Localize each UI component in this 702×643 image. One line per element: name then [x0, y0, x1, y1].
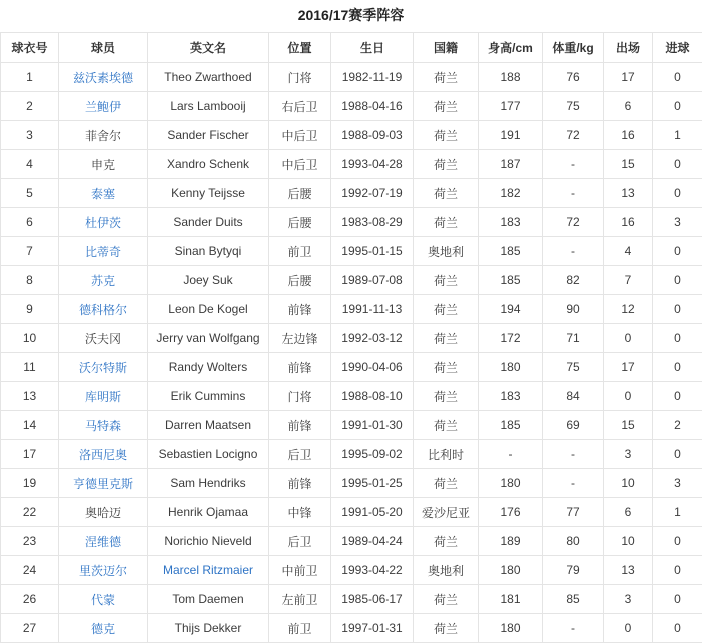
column-header-goals: 进球: [653, 33, 702, 63]
cell-position: 门将: [269, 63, 331, 92]
cell-goals: 1: [653, 121, 702, 150]
table-row: [1, 121, 702, 150]
cell-position: 前卫: [269, 237, 331, 266]
column-header-weight: 体重/kg: [543, 33, 604, 63]
table-row: [1, 585, 702, 614]
cell-en_name: Darren Maatsen: [148, 411, 269, 440]
cell-name: [59, 585, 148, 614]
cell-appearances: 15: [604, 150, 653, 179]
cell-goals: 0: [653, 556, 702, 585]
table-row: [1, 353, 702, 382]
cell-name: 奥哈迈: [59, 498, 148, 527]
cell-nationality: 荷兰: [414, 63, 479, 92]
cell-position: 前卫: [269, 614, 331, 643]
squad-table: [0, 32, 702, 643]
cell-goals: 0: [653, 63, 702, 92]
cell-position: 中后卫: [269, 150, 331, 179]
page-title: 2016/17赛季阵容: [0, 0, 702, 32]
cell-name: [59, 469, 148, 498]
cell-name: [59, 440, 148, 469]
table-row: [1, 498, 702, 527]
cell-goals: 0: [653, 585, 702, 614]
cell-appearances: 13: [604, 179, 653, 208]
cell-nationality: 荷兰: [414, 150, 479, 179]
player-name-link[interactable]: 沃尔特斯: [79, 361, 127, 375]
cell-nationality: 奥地利: [414, 556, 479, 585]
player-name-link[interactable]: 苏克: [91, 274, 115, 288]
cell-position: 左前卫: [269, 585, 331, 614]
cell-appearances: 13: [604, 556, 653, 585]
cell-goals: 3: [653, 208, 702, 237]
cell-nationality: 荷兰: [414, 411, 479, 440]
cell-name: [59, 411, 148, 440]
cell-nationality: 奥地利: [414, 237, 479, 266]
cell-height: 189: [479, 527, 543, 556]
cell-position: 门将: [269, 382, 331, 411]
cell-weight: -: [543, 614, 604, 643]
cell-number: 26: [1, 585, 59, 614]
cell-appearances: 17: [604, 353, 653, 382]
cell-number: 7: [1, 237, 59, 266]
cell-goals: 0: [653, 92, 702, 121]
cell-en_name: Norichio Nieveld: [148, 527, 269, 556]
cell-weight: 72: [543, 208, 604, 237]
cell-number: 3: [1, 121, 59, 150]
player-name-link[interactable]: 库明斯: [85, 390, 121, 404]
cell-name: [59, 63, 148, 92]
cell-appearances: 7: [604, 266, 653, 295]
cell-weight: 90: [543, 295, 604, 324]
cell-position: 前锋: [269, 469, 331, 498]
cell-number: 9: [1, 295, 59, 324]
cell-position: 后卫: [269, 440, 331, 469]
cell-number: 10: [1, 324, 59, 353]
cell-number: 6: [1, 208, 59, 237]
cell-appearances: 3: [604, 440, 653, 469]
cell-number: 4: [1, 150, 59, 179]
cell-appearances: 10: [604, 527, 653, 556]
table-row: [1, 527, 702, 556]
cell-goals: 0: [653, 179, 702, 208]
cell-weight: -: [543, 469, 604, 498]
column-header-height: 身高/cm: [479, 33, 543, 63]
cell-birthday: 1988-09-03: [331, 121, 414, 150]
cell-goals: 0: [653, 324, 702, 353]
player-name-link[interactable]: 亨德里克斯: [73, 477, 133, 491]
cell-name: 申克: [59, 150, 148, 179]
cell-number: 22: [1, 498, 59, 527]
table-row: [1, 179, 702, 208]
cell-appearances: 12: [604, 295, 653, 324]
cell-number: 5: [1, 179, 59, 208]
table-row: [1, 295, 702, 324]
cell-name: [59, 556, 148, 585]
player-name-link[interactable]: 杜伊茨: [85, 216, 121, 230]
cell-appearances: 15: [604, 411, 653, 440]
cell-weight: 75: [543, 353, 604, 382]
header-row: [1, 33, 702, 63]
cell-nationality: 荷兰: [414, 585, 479, 614]
cell-weight: 84: [543, 382, 604, 411]
cell-birthday: 1995-09-02: [331, 440, 414, 469]
cell-birthday: 1993-04-22: [331, 556, 414, 585]
cell-goals: 0: [653, 614, 702, 643]
cell-appearances: 17: [604, 63, 653, 92]
cell-goals: 0: [653, 266, 702, 295]
cell-en_name: Sebastien Locigno: [148, 440, 269, 469]
cell-birthday: 1991-05-20: [331, 498, 414, 527]
column-header-number: 球衣号: [1, 33, 59, 63]
cell-appearances: 0: [604, 382, 653, 411]
cell-en_name: Erik Cummins: [148, 382, 269, 411]
cell-number: 24: [1, 556, 59, 585]
table-row: [1, 63, 702, 92]
cell-height: 181: [479, 585, 543, 614]
cell-nationality: 比利时: [414, 440, 479, 469]
cell-weight: 77: [543, 498, 604, 527]
cell-en_name: Henrik Ojamaa: [148, 498, 269, 527]
player-name-link[interactable]: 里茨迈尔: [79, 564, 127, 578]
cell-goals: 0: [653, 527, 702, 556]
cell-birthday: 1991-01-30: [331, 411, 414, 440]
player-name-link[interactable]: 马特森: [85, 419, 121, 433]
cell-appearances: 10: [604, 469, 653, 498]
table-row: [1, 92, 702, 121]
cell-height: 191: [479, 121, 543, 150]
cell-height: 185: [479, 411, 543, 440]
cell-nationality: 荷兰: [414, 208, 479, 237]
cell-number: 23: [1, 527, 59, 556]
cell-weight: -: [543, 150, 604, 179]
player-name-link[interactable]: 洛西尼奥: [79, 448, 127, 462]
table-row: [1, 266, 702, 295]
cell-birthday: 1988-04-16: [331, 92, 414, 121]
player-name-link[interactable]: 涅维德: [85, 535, 121, 549]
column-header-birthday: 生日: [331, 33, 414, 63]
cell-weight: -: [543, 179, 604, 208]
cell-birthday: 1995-01-25: [331, 469, 414, 498]
cell-goals: 0: [653, 353, 702, 382]
cell-name: [59, 527, 148, 556]
cell-goals: 0: [653, 295, 702, 324]
cell-goals: 0: [653, 237, 702, 266]
cell-appearances: 6: [604, 498, 653, 527]
cell-en_name: Kenny Teijsse: [148, 179, 269, 208]
player-name-link[interactable]: 代蒙: [91, 593, 115, 607]
cell-weight: 75: [543, 92, 604, 121]
cell-nationality: 荷兰: [414, 179, 479, 208]
cell-height: 183: [479, 382, 543, 411]
cell-birthday: 1992-07-19: [331, 179, 414, 208]
column-header-en_name: 英文名: [148, 33, 269, 63]
cell-appearances: 0: [604, 324, 653, 353]
player-en-name-link[interactable]: Marcel Ritzmaier: [163, 563, 253, 577]
player-name-link[interactable]: 德科格尔: [79, 303, 127, 317]
cell-nationality: 爱沙尼亚: [414, 498, 479, 527]
table-row: [1, 208, 702, 237]
cell-height: 188: [479, 63, 543, 92]
cell-position: 后卫: [269, 527, 331, 556]
cell-birthday: 1989-04-24: [331, 527, 414, 556]
cell-name: [59, 266, 148, 295]
cell-goals: 1: [653, 498, 702, 527]
cell-number: 14: [1, 411, 59, 440]
cell-goals: 2: [653, 411, 702, 440]
cell-height: -: [479, 440, 543, 469]
cell-height: 187: [479, 150, 543, 179]
cell-en_name: Sam Hendriks: [148, 469, 269, 498]
cell-en_name: Theo Zwarthoed: [148, 63, 269, 92]
cell-name: [59, 353, 148, 382]
cell-height: 183: [479, 208, 543, 237]
cell-en_name: Sander Duits: [148, 208, 269, 237]
cell-birthday: 1991-11-13: [331, 295, 414, 324]
cell-position: 后腰: [269, 179, 331, 208]
cell-name: [59, 382, 148, 411]
cell-nationality: 荷兰: [414, 121, 479, 150]
cell-birthday: 1993-04-28: [331, 150, 414, 179]
cell-nationality: 荷兰: [414, 353, 479, 382]
cell-en_name: Tom Daemen: [148, 585, 269, 614]
cell-name: [59, 614, 148, 643]
cell-position: 前锋: [269, 295, 331, 324]
cell-goals: 0: [653, 382, 702, 411]
cell-position: 后腰: [269, 208, 331, 237]
cell-number: 19: [1, 469, 59, 498]
cell-name: [59, 237, 148, 266]
cell-nationality: 荷兰: [414, 527, 479, 556]
cell-nationality: 荷兰: [414, 382, 479, 411]
player-name-link[interactable]: 泰塞: [91, 187, 115, 201]
player-name-link[interactable]: 兰鲍伊: [85, 100, 121, 114]
cell-nationality: 荷兰: [414, 614, 479, 643]
cell-number: 27: [1, 614, 59, 643]
table-row: [1, 440, 702, 469]
column-header-appearances: 出场: [604, 33, 653, 63]
cell-position: 中后卫: [269, 121, 331, 150]
cell-birthday: 1988-08-10: [331, 382, 414, 411]
table-row: [1, 469, 702, 498]
player-name-link[interactable]: 德克: [91, 622, 115, 636]
cell-en_name: [148, 556, 269, 585]
cell-en_name: Randy Wolters: [148, 353, 269, 382]
cell-appearances: 0: [604, 614, 653, 643]
cell-weight: 79: [543, 556, 604, 585]
column-header-nationality: 国籍: [414, 33, 479, 63]
cell-name: [59, 179, 148, 208]
cell-nationality: 荷兰: [414, 92, 479, 121]
cell-appearances: 4: [604, 237, 653, 266]
cell-number: 8: [1, 266, 59, 295]
cell-height: 177: [479, 92, 543, 121]
cell-position: 右后卫: [269, 92, 331, 121]
cell-height: 180: [479, 469, 543, 498]
cell-position: 中锋: [269, 498, 331, 527]
cell-height: 180: [479, 353, 543, 382]
column-header-name: 球员: [59, 33, 148, 63]
cell-number: 11: [1, 353, 59, 382]
cell-name: [59, 295, 148, 324]
cell-weight: -: [543, 440, 604, 469]
cell-name: 沃夫冈: [59, 324, 148, 353]
cell-number: 17: [1, 440, 59, 469]
table-row: [1, 614, 702, 643]
cell-en_name: Joey Suk: [148, 266, 269, 295]
table-row: [1, 411, 702, 440]
cell-name: 菲舍尔: [59, 121, 148, 150]
cell-name: [59, 92, 148, 121]
cell-height: 194: [479, 295, 543, 324]
cell-position: 前锋: [269, 411, 331, 440]
table-row: [1, 237, 702, 266]
cell-weight: 72: [543, 121, 604, 150]
cell-appearances: 16: [604, 121, 653, 150]
cell-goals: 3: [653, 469, 702, 498]
cell-birthday: 1985-06-17: [331, 585, 414, 614]
cell-birthday: 1990-04-06: [331, 353, 414, 382]
cell-height: 180: [479, 614, 543, 643]
cell-nationality: 荷兰: [414, 324, 479, 353]
cell-birthday: 1989-07-08: [331, 266, 414, 295]
cell-birthday: 1992-03-12: [331, 324, 414, 353]
cell-weight: 71: [543, 324, 604, 353]
cell-number: 1: [1, 63, 59, 92]
cell-height: 172: [479, 324, 543, 353]
cell-position: 左边锋: [269, 324, 331, 353]
cell-en_name: Lars Lambooij: [148, 92, 269, 121]
table-row: [1, 324, 702, 353]
cell-birthday: 1983-08-29: [331, 208, 414, 237]
table-row: [1, 150, 702, 179]
cell-en_name: Thijs Dekker: [148, 614, 269, 643]
column-header-position: 位置: [269, 33, 331, 63]
cell-appearances: 6: [604, 92, 653, 121]
cell-en_name: Xandro Schenk: [148, 150, 269, 179]
cell-height: 185: [479, 266, 543, 295]
cell-height: 176: [479, 498, 543, 527]
player-name-link[interactable]: 兹沃素埃德: [73, 71, 133, 85]
cell-en_name: Leon De Kogel: [148, 295, 269, 324]
cell-weight: -: [543, 237, 604, 266]
cell-height: 185: [479, 237, 543, 266]
cell-birthday: 1995-01-15: [331, 237, 414, 266]
table-row: [1, 382, 702, 411]
cell-weight: 85: [543, 585, 604, 614]
cell-goals: 0: [653, 440, 702, 469]
cell-height: 180: [479, 556, 543, 585]
cell-en_name: Jerry van Wolfgang: [148, 324, 269, 353]
cell-number: 2: [1, 92, 59, 121]
cell-nationality: 荷兰: [414, 469, 479, 498]
cell-weight: 76: [543, 63, 604, 92]
cell-appearances: 16: [604, 208, 653, 237]
cell-nationality: 荷兰: [414, 266, 479, 295]
cell-goals: 0: [653, 150, 702, 179]
cell-birthday: 1982-11-19: [331, 63, 414, 92]
table-body: [1, 63, 702, 643]
table-row: [1, 556, 702, 585]
cell-weight: 82: [543, 266, 604, 295]
cell-en_name: Sinan Bytyqi: [148, 237, 269, 266]
cell-position: 后腰: [269, 266, 331, 295]
cell-name: [59, 208, 148, 237]
cell-position: 前锋: [269, 353, 331, 382]
player-name-link[interactable]: 比蒂奇: [85, 245, 121, 259]
cell-weight: 80: [543, 527, 604, 556]
cell-number: 13: [1, 382, 59, 411]
cell-birthday: 1997-01-31: [331, 614, 414, 643]
cell-appearances: 3: [604, 585, 653, 614]
cell-weight: 69: [543, 411, 604, 440]
cell-position: 中前卫: [269, 556, 331, 585]
cell-en_name: Sander Fischer: [148, 121, 269, 150]
cell-height: 182: [479, 179, 543, 208]
cell-nationality: 荷兰: [414, 295, 479, 324]
